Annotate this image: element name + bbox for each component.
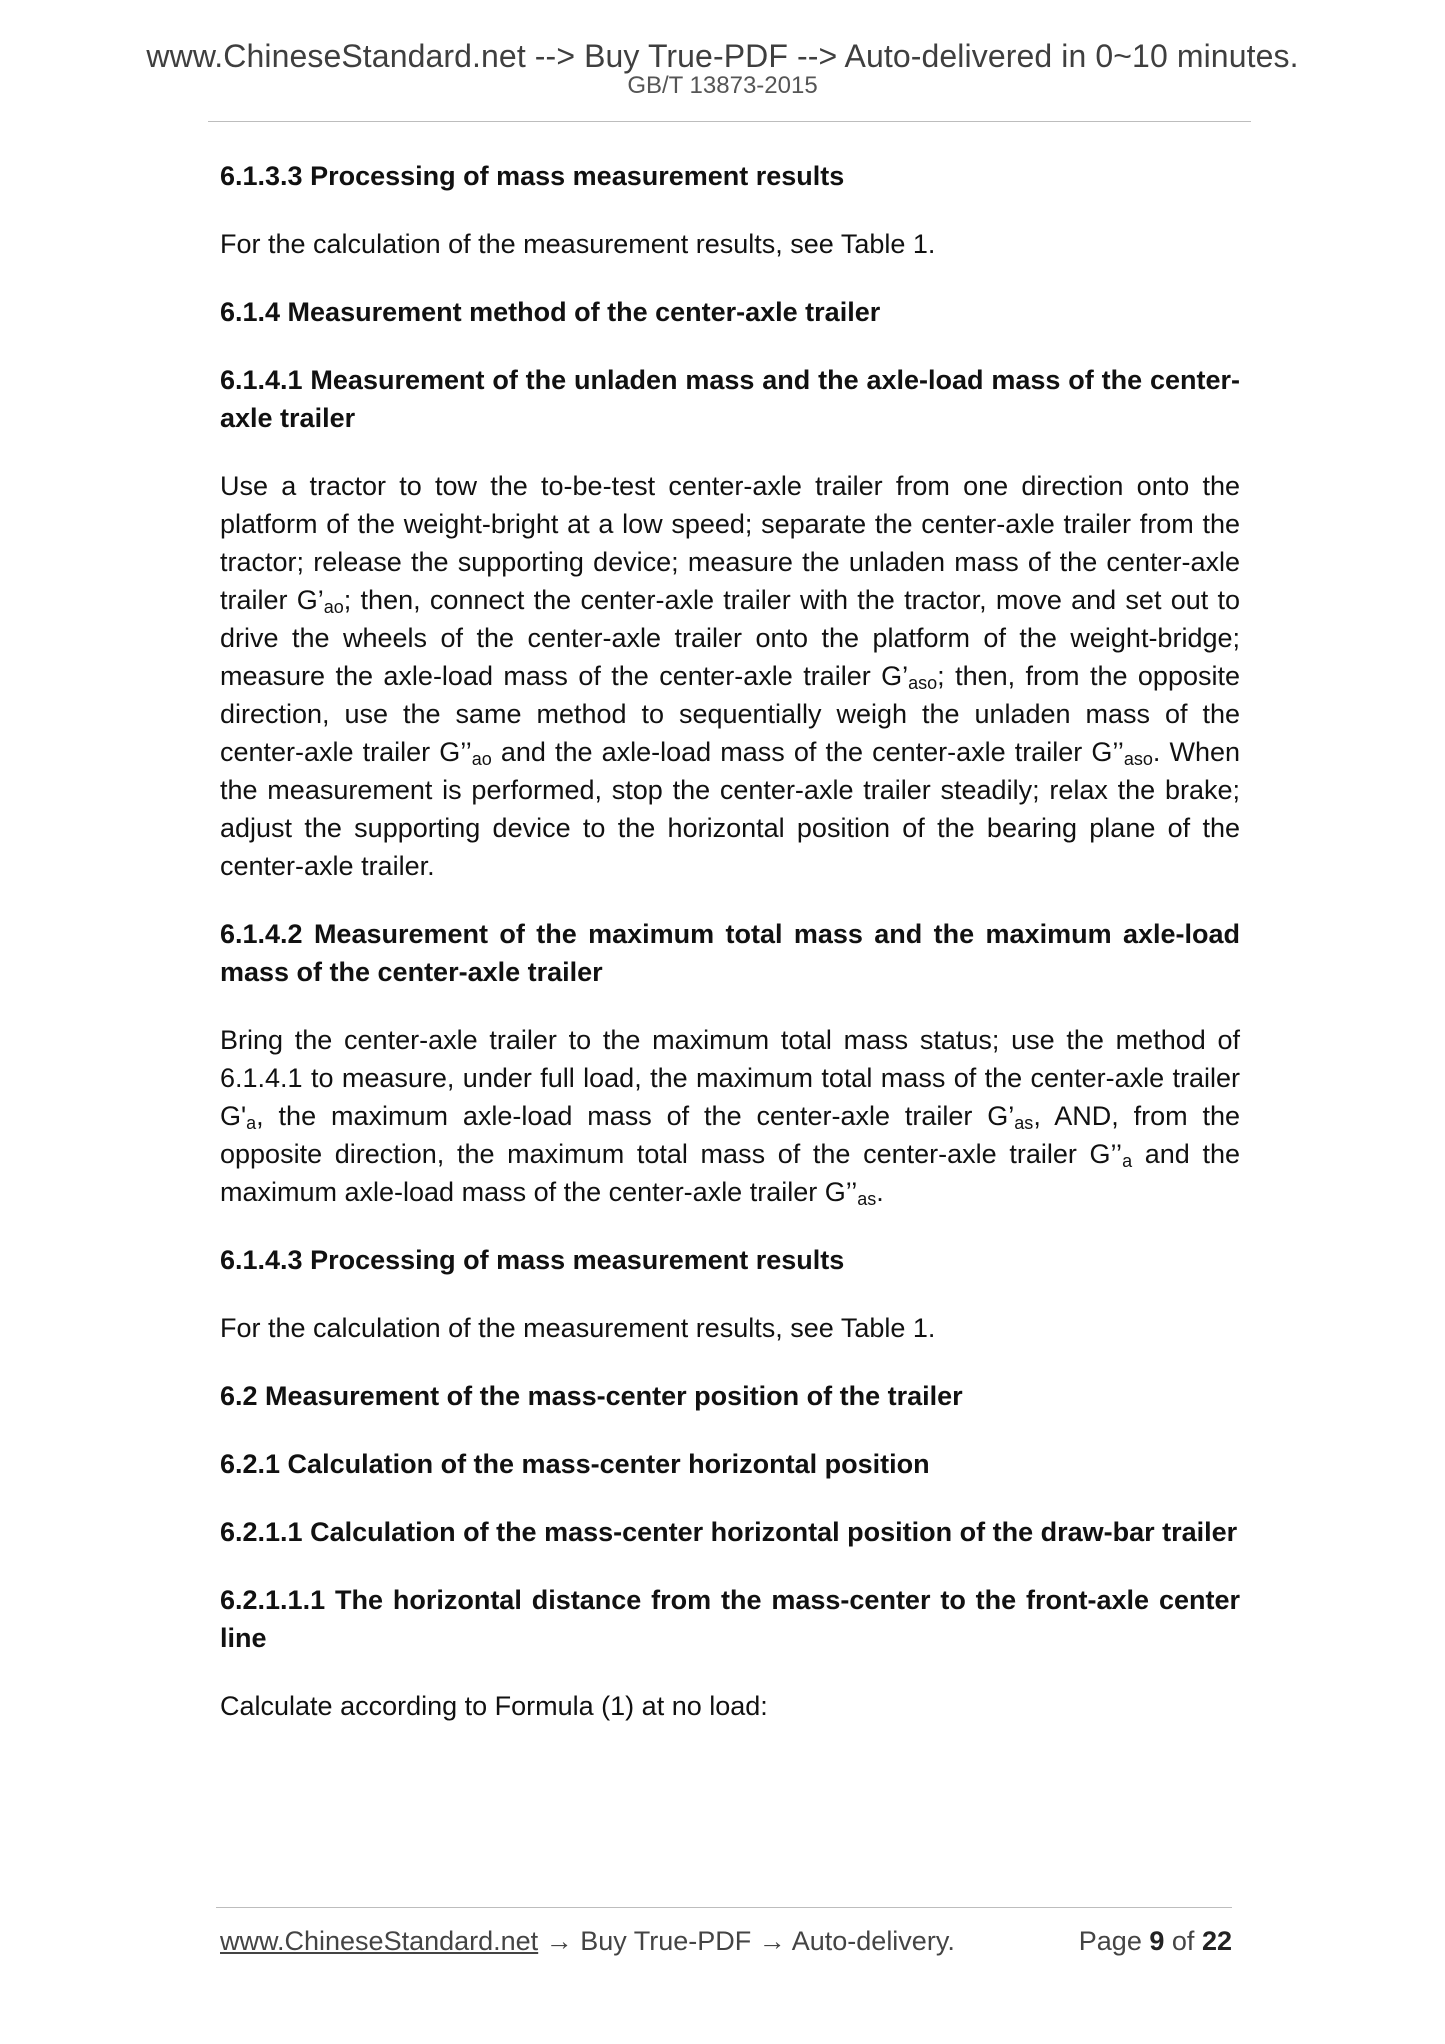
footer-divider xyxy=(216,1907,1232,1908)
heading-6-2-1: 6.2.1 Calculation of the mass-center horizontal position xyxy=(220,1449,930,1479)
heading-6-1-4-3: 6.1.4.3 Processing of mass measurement results xyxy=(220,1245,845,1275)
heading-6-2-1-1-1: 6.2.1.1.1 The horizontal distance from the mass-center to the front-axle center line xyxy=(220,1585,1240,1653)
page-current: 9 xyxy=(1149,1926,1165,1956)
page-footer xyxy=(220,1926,1232,1957)
paragraph-unladen-measurement: Use a tractor to tow the to-be-test center-axle trailer from one direction onto the platform of the weight-bright at a low speed; separate the center-axle trailer from the tractor; release the supporting device; measure the unladen mass of the center-axle trailer $G’_{ao}$; then, connect the center-axle trailer with the tractor, move and set out to drive the wheels of the center-axle trailer onto the platform of the weight-bridge; measure the axle-load mass of the center-axle trailer $G’_{aso}$; then, from the opposite direction, use the same method to sequentially weigh the unladen mass of the center-axle trailer $G’’_{ao}$ and the axle-load mass of the center-axle trailer $G’’_{aso}$. When the measurement is performed, stop the center-axle trailer steadily; relax the brake; adjust the supporting device to the horizontal position of the bearing plane of the center-axle trailer. xyxy=(220,471,1241,881)
footer-tagline: → Buy True-PDF → Auto-delivery. xyxy=(538,1926,955,1956)
footer-site-link[interactable]: www.ChineseStandard.net xyxy=(220,1926,539,1956)
page-of: of xyxy=(1171,1926,1195,1956)
heading-6-2: 6.2 Measurement of the mass-center position of the trailer xyxy=(220,1381,963,1411)
page-total: 22 xyxy=(1201,1926,1232,1956)
standard-code: GB/T 13873-2015 xyxy=(627,72,818,99)
paragraph-formula-intro: Calculate according to Formula (1) at no load: xyxy=(220,1691,768,1721)
document-body xyxy=(220,157,1240,1755)
heading-6-1-4-2: 6.1.4.2 Measurement of the maximum total mass and the maximum axle-load mass of the center-axle trailer xyxy=(220,919,1240,987)
heading-6-1-4: 6.1.4 Measurement method of the center-axle trailer xyxy=(220,297,881,327)
top-banner: www.ChineseStandard.net --> Buy True-PDF --> Auto-delivered in 0~10 minutes. xyxy=(146,38,1299,74)
heading-6-2-1-1: 6.2.1.1 Calculation of the mass-center horizontal position of the draw-bar trailer xyxy=(220,1517,1238,1547)
page-label: Page xyxy=(1078,1926,1142,1956)
paragraph-calc-ref-1: For the calculation of the measurement results, see Table 1. xyxy=(220,229,936,259)
paragraph-maximum-mass-measurement: Bring the center-axle trailer to the maximum total mass status; use the method of 6.1.4.1 to measure, under full load, the maximum total mass of the center-axle trailer $G'_a$, the maximum axle-load mass of the center-axle trailer $G’_{as}$, AND, from the opposite direction, the maximum total mass of the center-axle trailer $G’’_a$ and the maximum axle-load mass of the center-axle trailer $G’’_{as}$. xyxy=(220,1025,1240,1209)
page-indicator xyxy=(1079,1926,1232,1957)
heading-6-1-3-3: 6.1.3.3 Processing of mass measurement results xyxy=(220,161,845,191)
paragraph-calc-ref-2: For the calculation of the measurement results, see Table 1. xyxy=(220,1313,936,1343)
header-divider xyxy=(208,121,1251,122)
heading-6-1-4-1: 6.1.4.1 Measurement of the unladen mass and the axle-load mass of the center-axle trailer xyxy=(220,365,1240,433)
